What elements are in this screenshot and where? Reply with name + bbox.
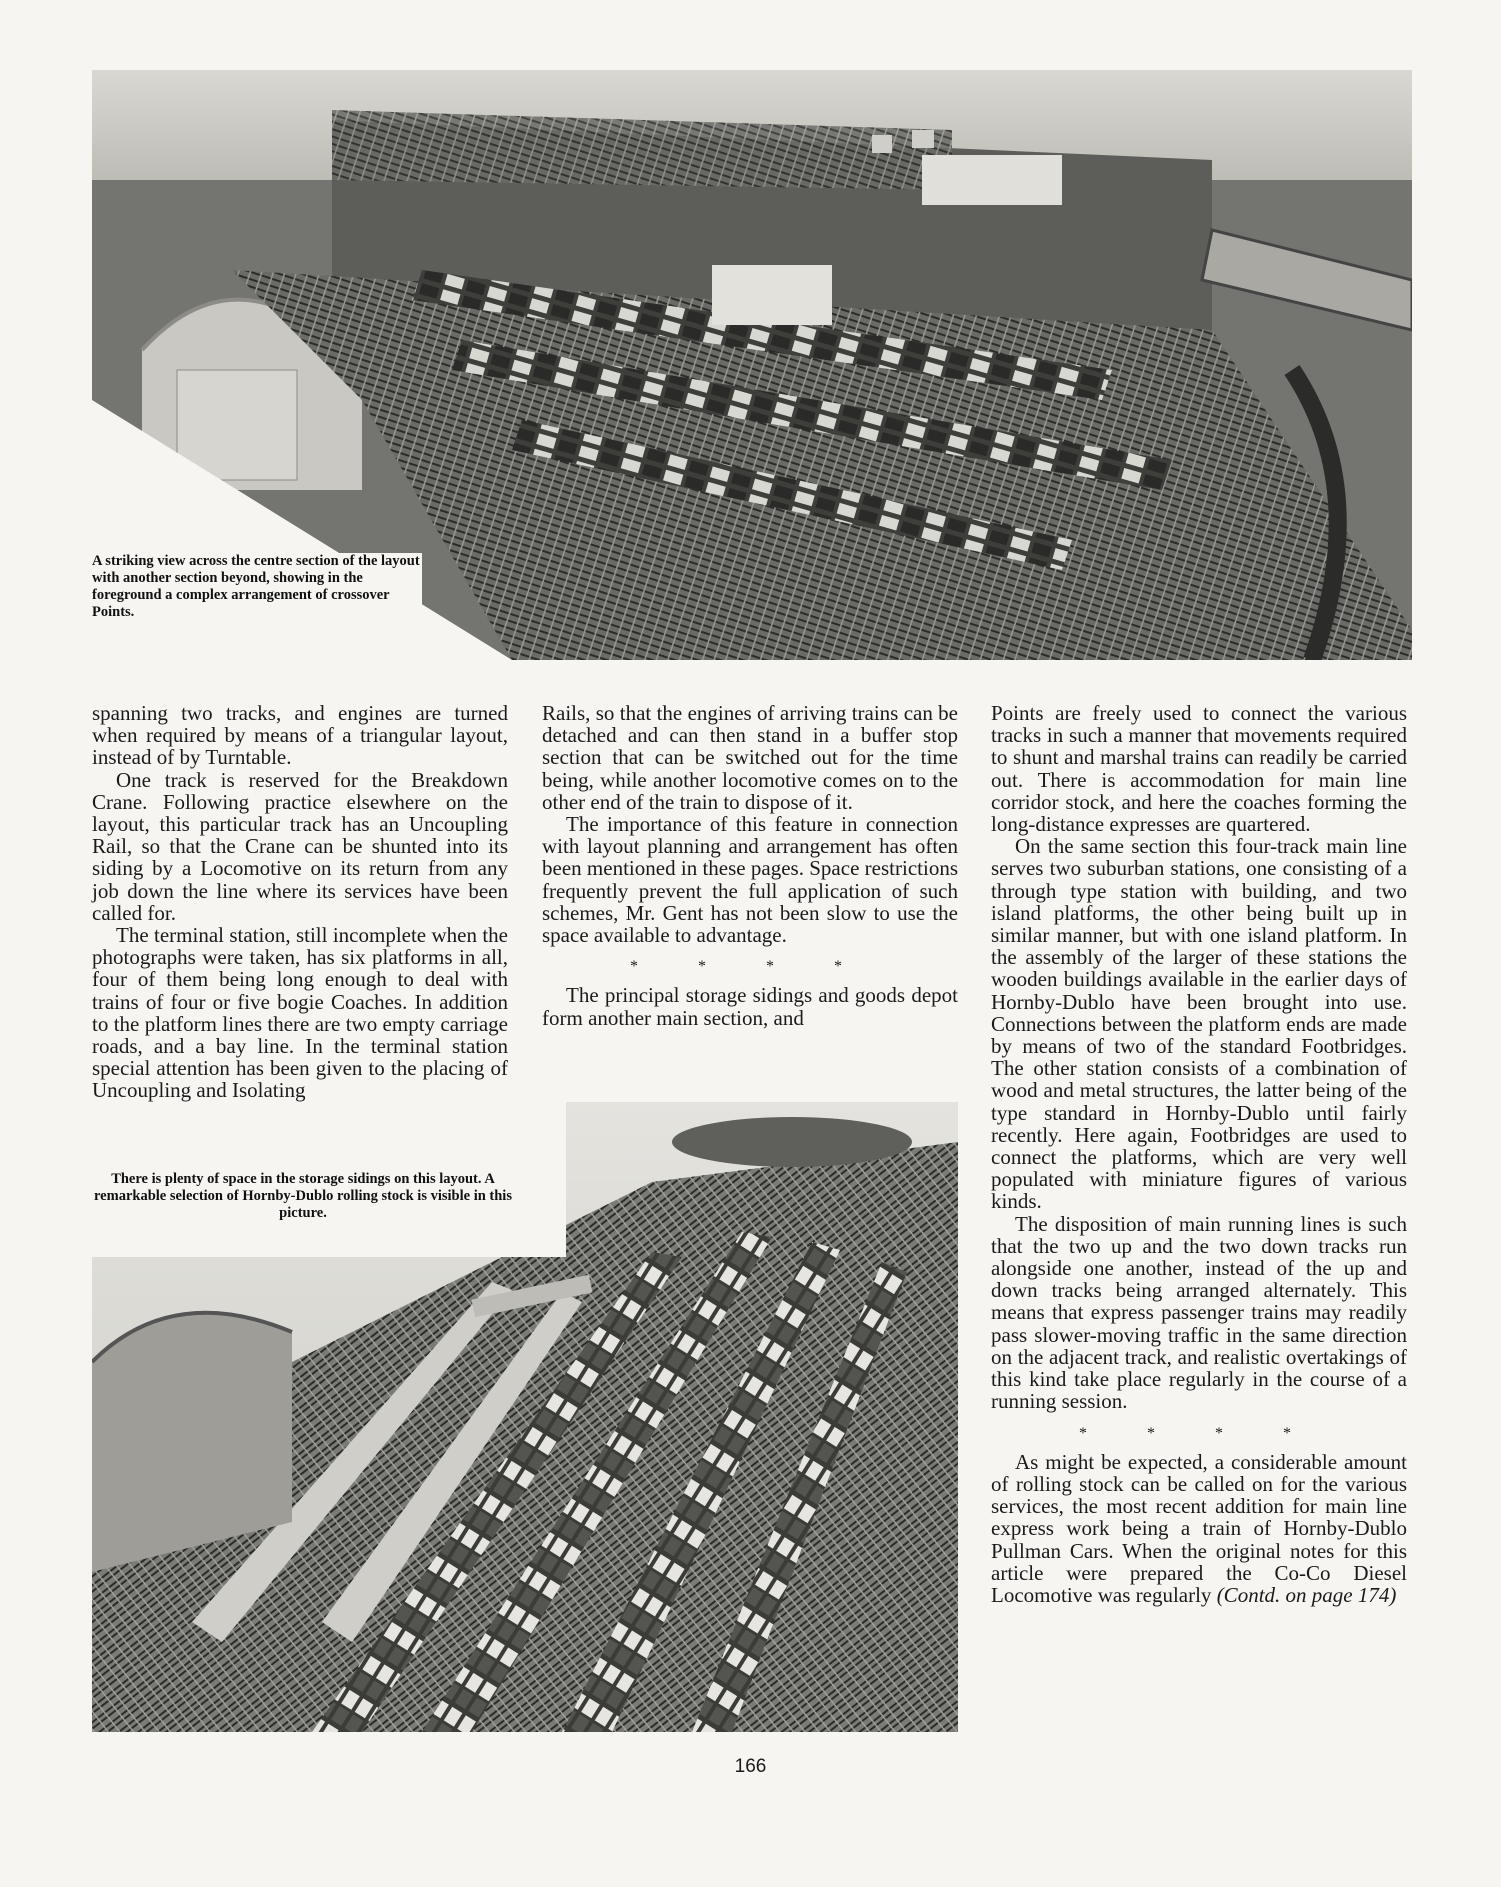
column3-paragraph-4-text: As might be expected, a considerable amount of rolling stock can be called on for the various services, the most recent addition for main line express work being a train of Hornby-Dublo Pullman Cars. When the original notes for this article were prepared the Co-Co Diesel Locomotive was regularly	[991, 1449, 1407, 1607]
photo-bottom-caption	[92, 1171, 514, 1222]
article-column-1	[92, 702, 508, 1102]
column3-paragraph-3: The disposition of main running lines is such that the two up and the two down tracks run alongside one another, instead of the up and down tracks being arranged alternately. This means that express passenger trains may readily pass slower-moving traffic in the same direction on the adjacent track, and realistic overtakings of this kind take place regularly in the course of a running session.	[991, 1211, 1407, 1414]
article-column-3	[991, 702, 1407, 1606]
column2-paragraph-1: Rails, so that the engines of arriving trains can be detached and can then stand in a buffer stop section that can be switched out for the time being, while another locomotive comes on to the other end of the train to dispose of it.	[542, 701, 958, 814]
continued-note: (Contd. on page 174)	[1216, 1582, 1397, 1607]
photo-top-caption	[92, 553, 422, 621]
column3-paragraph-1: Points are freely used to connect the various tracks in such a manner that movements required to shunt and marshal trains can readily be carried out. There is accommodation for main line corridor stock, and here the coaches forming the long-distance expresses are quartered.	[991, 701, 1407, 837]
section-divider-stars: * * * *	[630, 958, 870, 976]
photo-top-caption-text: A striking view across the centre section of the layout with another section beyond, showing in the foreground a complex arrangement of crossover Points.	[92, 553, 420, 620]
column3-paragraph-4	[991, 1451, 1407, 1606]
column1-paragraph-1: spanning two tracks, and engines are turned when required by means of a triangular layout, instead of by Turntable.	[92, 701, 508, 770]
column1-paragraph-3: The terminal station, still incomplete when the photographs were taken, has six platforms in all, four of them being long enough to deal with trains of four or five bogie Coaches. In addition to the platform lines there are two empty carriage roads, and a bay line. In the terminal station special attention has been given to the placing of Uncoupling and Isolating	[92, 923, 508, 1103]
photo-bottom-caption-text: There is plenty of space in the storage sidings on this layout. A remarkable selection of Hornby-Dublo rolling stock is visible in this picture.	[94, 1171, 512, 1221]
column2-paragraph-3: The principal storage sidings and goods depot form another main section, and	[542, 983, 958, 1030]
column3-paragraph-2: On the same section this four-track main line serves two suburban stations, one consisting of a through type station with building, and two island platforms, the other being built up in similar manner, but with one island platform. In the assembly of the larger of these stations the wooden buildings available in the earlier days of Hornby-Dublo have been brought into use. Connections between the platform ends are made by means of two of the standard Footbridges. The other station consists of a combination of wood and metal structures, the latter being of the type standard in Hornby-Dublo until fairly recently. Here again, Footbridges are used to connect the platforms, which are very well populated with miniature figures of various kinds.	[991, 834, 1407, 1214]
article-column-2	[542, 702, 958, 1029]
column2-paragraph-2: The importance of this feature in connection with layout planning and arrangement has often been mentioned in these pages. Space restrictions frequently prevent the full application of such schemes, Mr. Gent has not been slow to use the space available to advantage.	[542, 812, 958, 948]
column1-paragraph-2: One track is reserved for the Breakdown Crane. Following practice elsewhere on the layout, this particular track has an Uncoupling Rail, so that the Crane can be shunted into its siding by a Locomotive on its return from any job down the line where its services have been called for.	[92, 767, 508, 925]
section-divider-stars: * * * *	[1079, 1424, 1319, 1442]
page-number: 166	[734, 1756, 767, 1777]
